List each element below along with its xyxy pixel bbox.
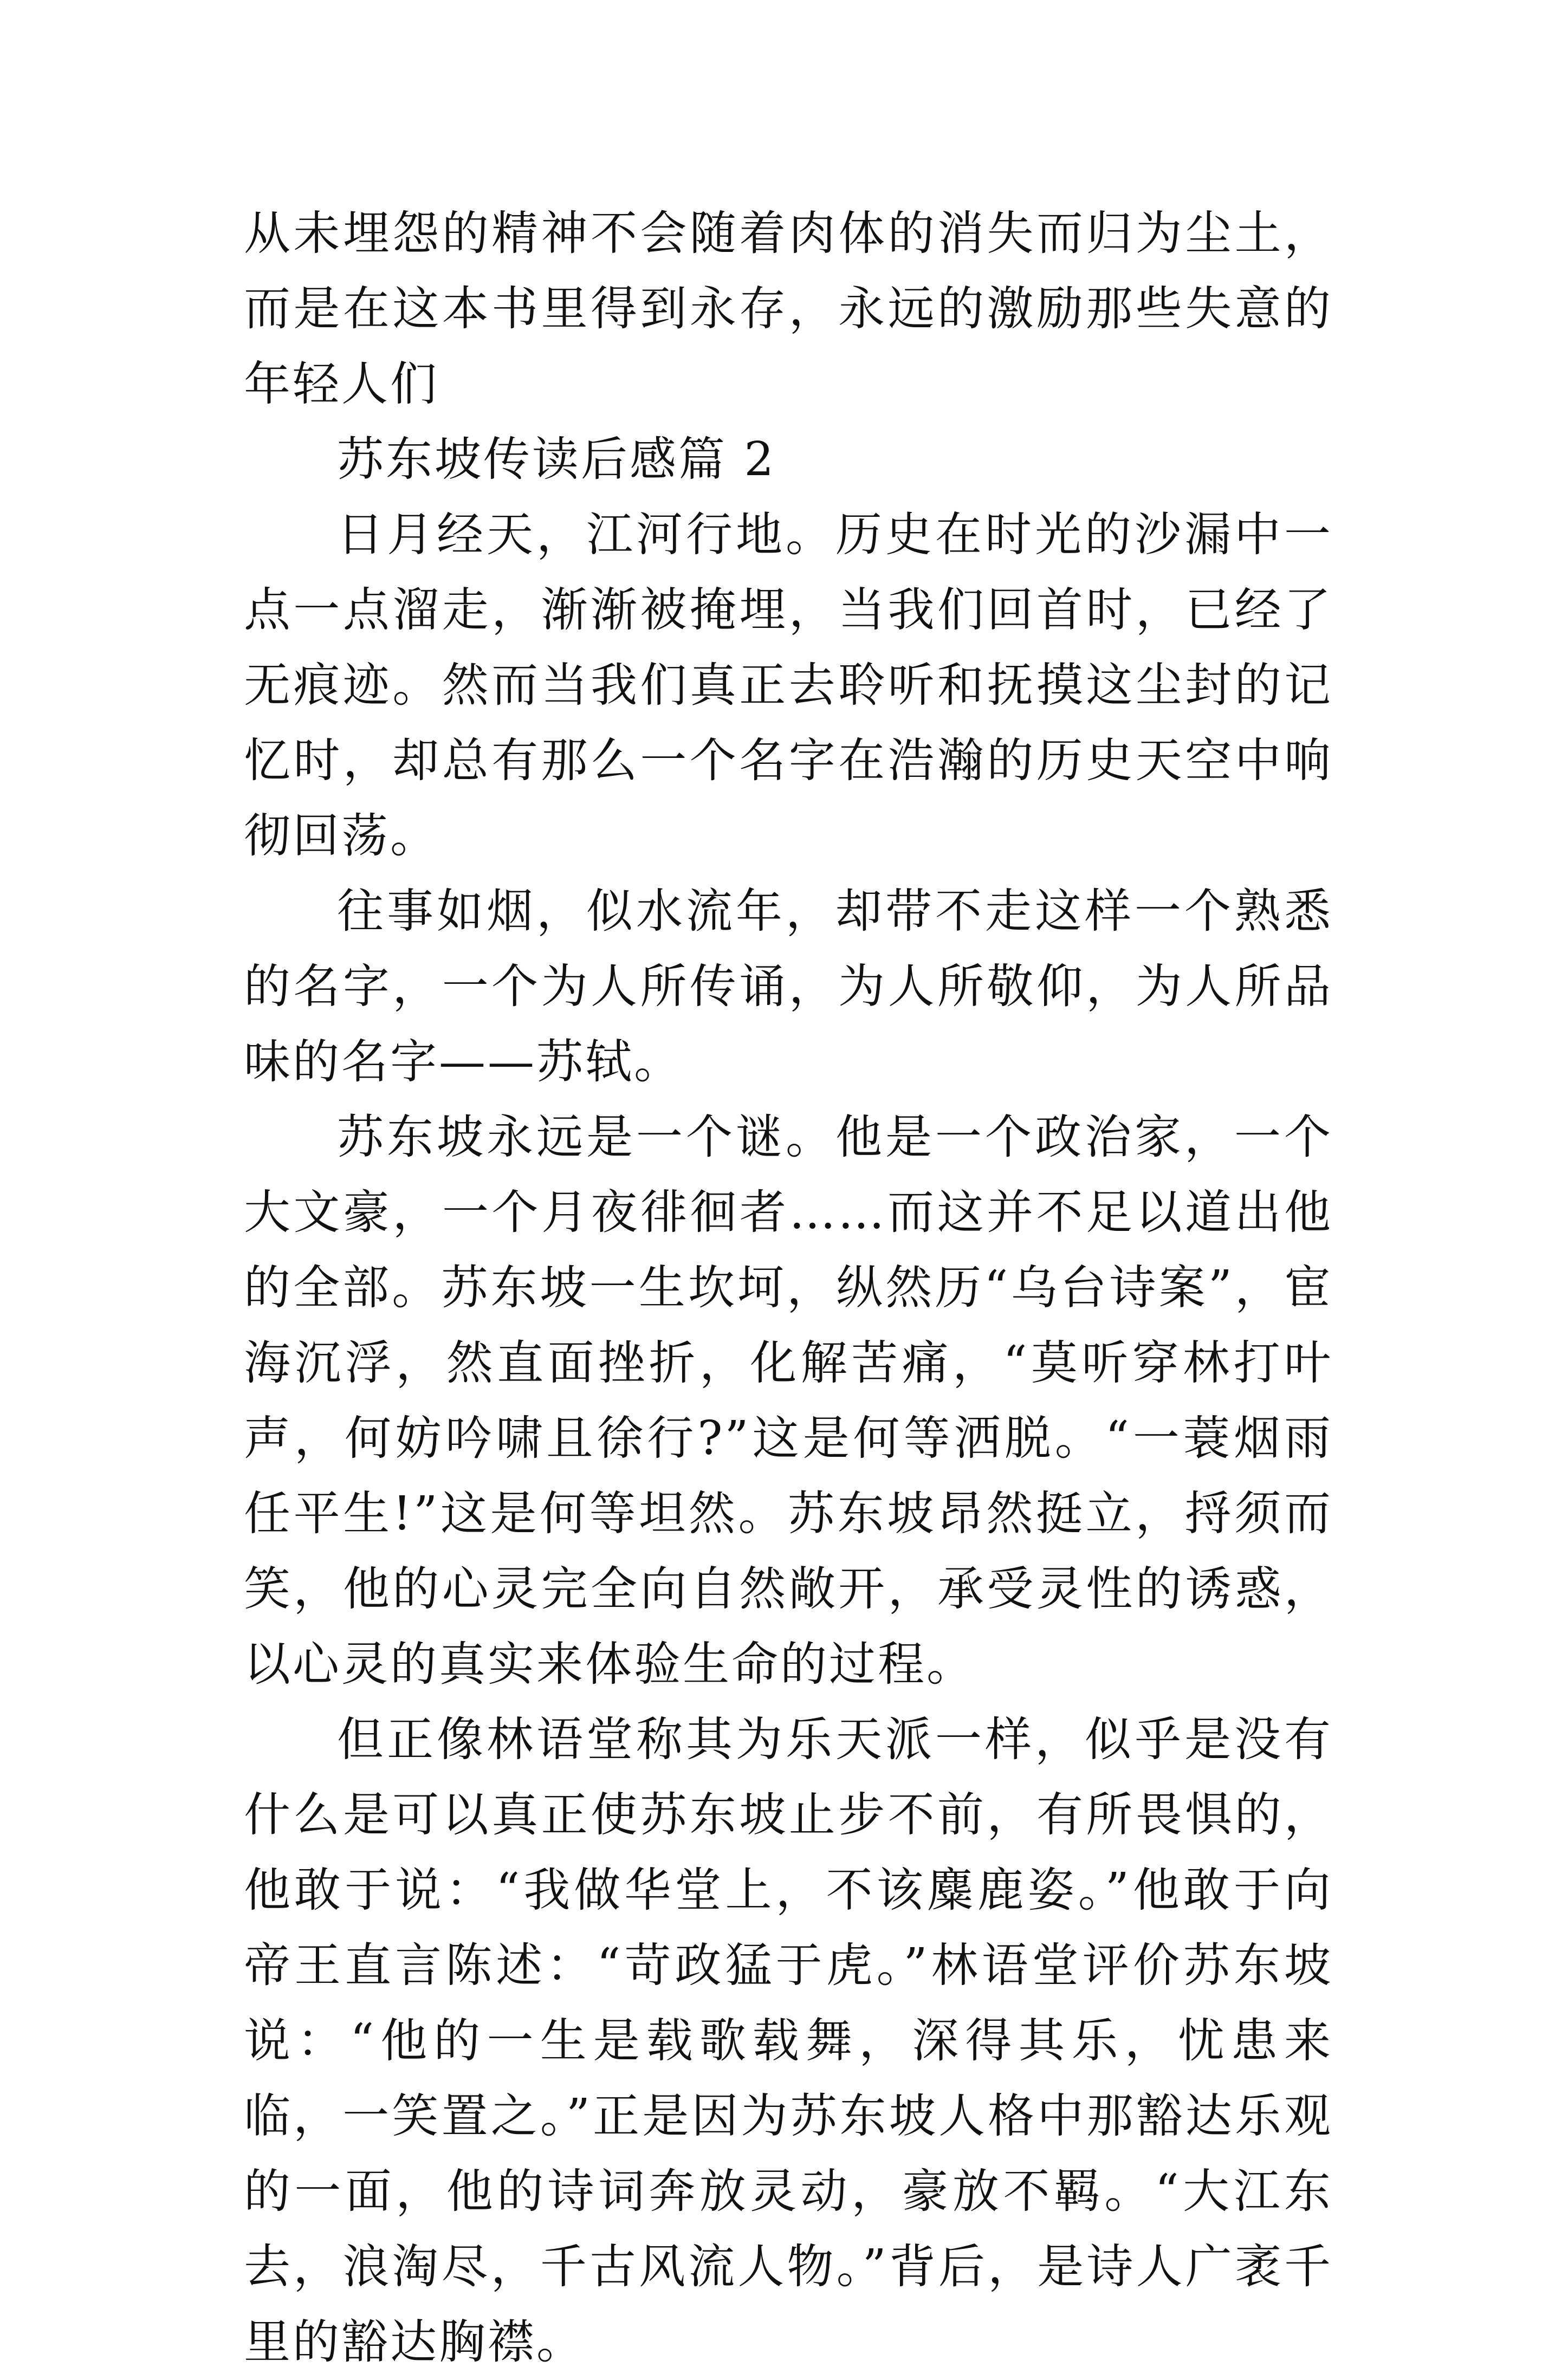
- paragraph: 往事如烟，似水流年，却带不走这样一个熟悉的名字，一个为人所传诵，为人所敬仰，为人所品味的名字——苏轼。: [244, 884, 1333, 1089]
- paragraph: 但正像林语堂称其为乐天派一样，似乎是没有什么是可以真正使苏东坡止步不前，有所畏惧的，他敢于说：“我做华堂上，不该麋鹿姿。”他敢于向帝王直言陈述：“苛政猛于虎。”林语堂评价苏东坡说：“他的一生是载歌载舞，深得其乐，忧患来临，一笑置之。”正是因为苏东坡人格中那豁达乐观的一面，他的诗词奔放灵动，豪放不羁。“大江东去，浪淘尽，千古风流人物。”背后，是诗人广袤千里的豁达胸襟。: [244, 1713, 1333, 2369]
- section-heading: 苏东坡传读后感篇 2: [337, 432, 776, 487]
- document-body: [244, 196, 1333, 2380]
- paragraph: 苏东坡永远是一个谜。他是一个政治家，一个大文豪，一个月夜徘徊者……而这并不足以道出他的全部。苏东坡一生坎坷，纵然历“乌台诗案”，宦海沉浮，然直面挫折，化解苦痛，“莫听穿林打叶声，何妨吟啸且徐行?”这是何等洒脱。“一蓑烟雨任平生!”这是何等坦然。苏东坡昂然挺立，捋须而笑，他的心灵完全向自然敞开，承受灵性的诱惑，以心灵的真实来体验生命的过程。: [244, 1110, 1333, 1691]
- paragraph-continuation: 从未埋怨的精神不会随着肉体的消失而归为尘土，而是在这本书里得到永存，永远的激励那些失意的年轻人们: [244, 206, 1333, 411]
- paragraph: 日月经天，江河行地。历史在时光的沙漏中一点一点溜走，渐渐被掩埋，当我们回首时，已经了无痕迹。然而当我们真正去聆听和抚摸这尘封的记忆时，却总有那么一个名字在浩瀚的历史天空中响彻回荡。: [244, 508, 1333, 863]
